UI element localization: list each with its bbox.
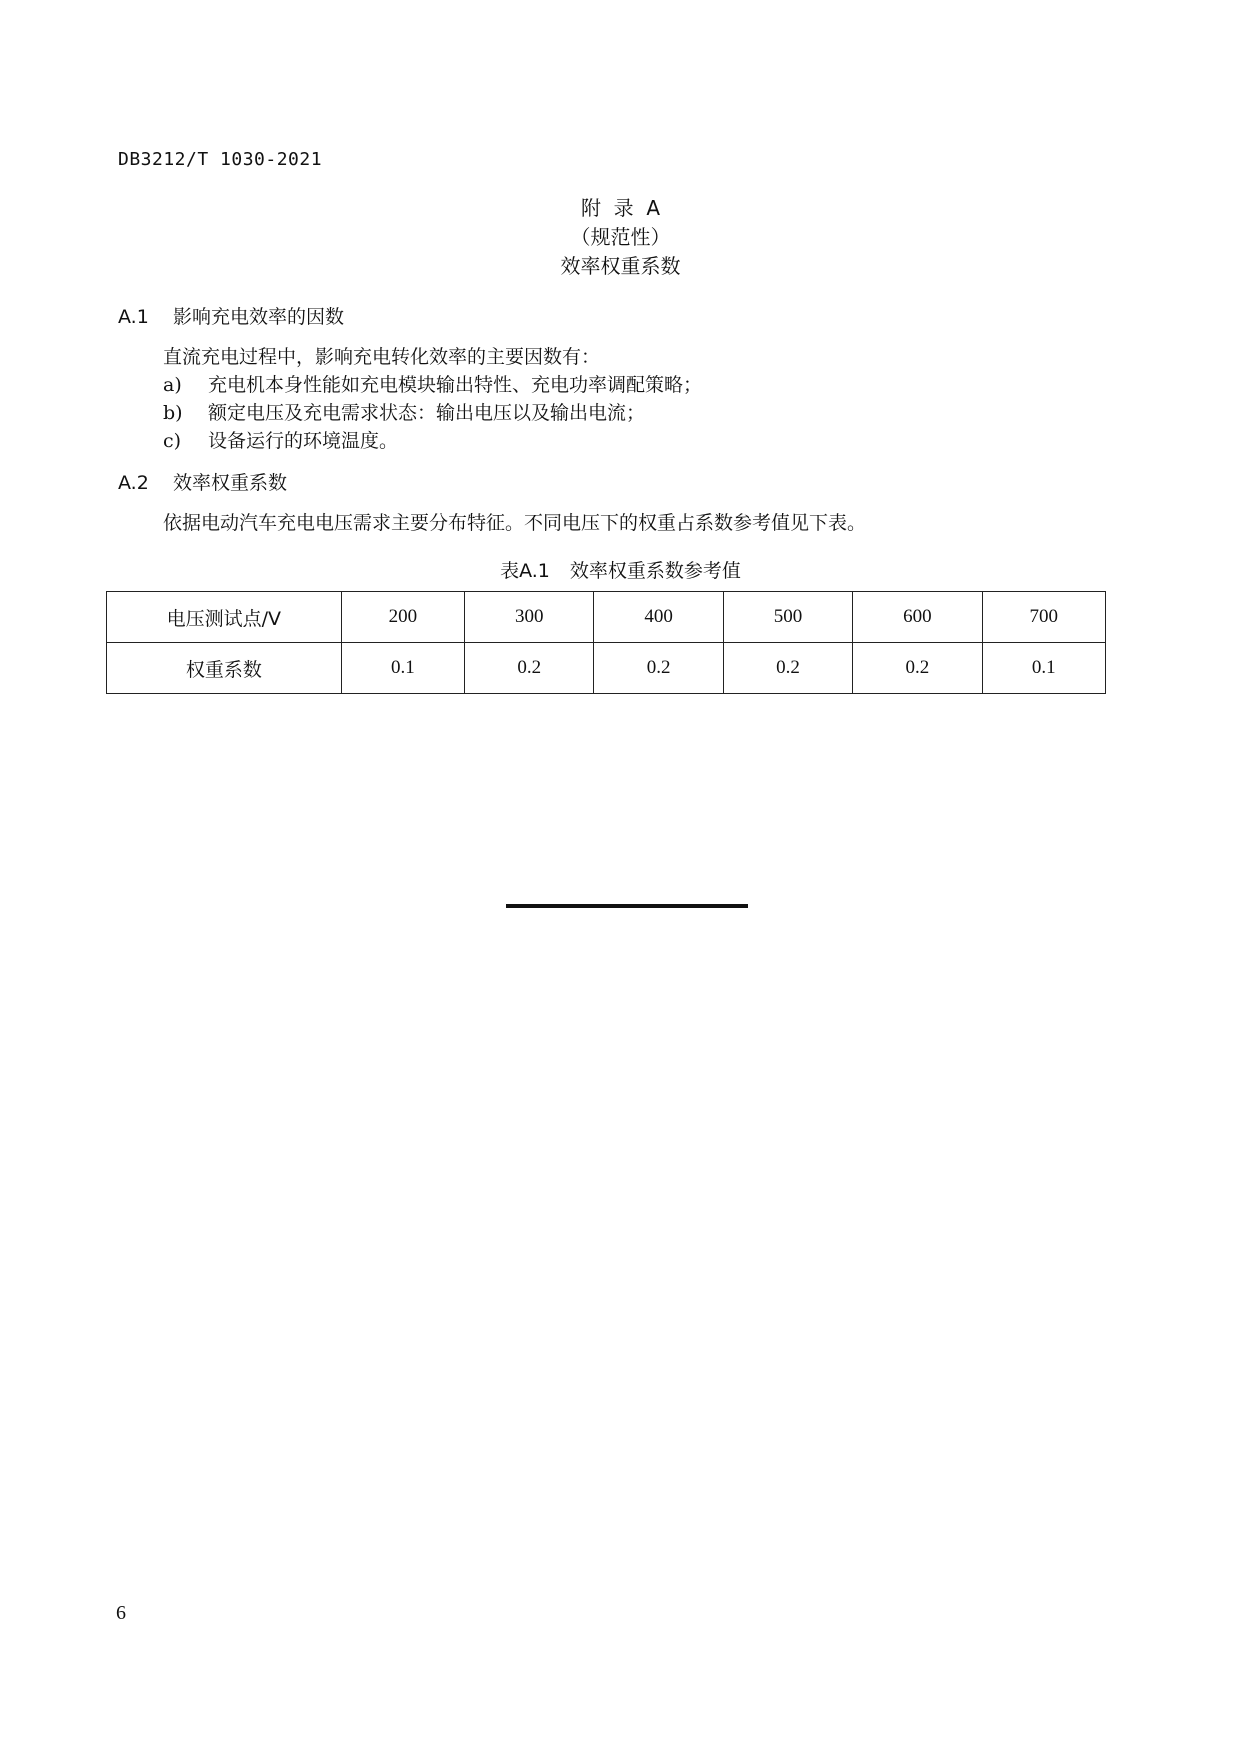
table-row <box>107 643 1106 694</box>
voltage-header-cell: 电压测试点/V <box>107 592 342 643</box>
list-item-marker: c) <box>163 430 182 452</box>
table-caption-title: 效率权重系数参考值 <box>569 560 741 582</box>
appendix-title: 附 录 A <box>580 196 661 220</box>
voltage-cell: 700 <box>982 592 1105 643</box>
section-a1-number: A.1 <box>118 306 149 328</box>
weight-cell: 0.2 <box>723 643 852 694</box>
end-of-document-rule <box>506 904 748 908</box>
section-a2-body: 依据电动汽车充电电压需求主要分布特征。不同电压下的权重占系数参考值见下表。 <box>163 512 867 534</box>
document-id: DB3212/T 1030-2021 <box>118 149 323 170</box>
weight-cell: 0.2 <box>594 643 723 694</box>
weight-cell: 0.1 <box>341 643 464 694</box>
weight-cell: 0.2 <box>853 643 982 694</box>
voltage-cell: 400 <box>594 592 723 643</box>
voltage-cell: 500 <box>723 592 852 643</box>
list-item-text: 设备运行的环境温度。 <box>208 430 399 452</box>
list-item-marker: b) <box>163 402 183 424</box>
list-item-text: 充电机本身性能如充电模块输出特性、充电功率调配策略； <box>208 374 703 396</box>
weight-coefficient-table <box>106 591 1106 694</box>
voltage-cell: 600 <box>853 592 982 643</box>
page-number: 6 <box>116 1602 126 1624</box>
list-item <box>163 426 398 453</box>
section-a1-title: 影响充电效率的因数 <box>173 306 345 328</box>
section-a2-heading <box>118 468 287 495</box>
voltage-cell: 200 <box>341 592 464 643</box>
list-item-text: 额定电压及充电需求状态：输出电压以及输出电流； <box>208 402 646 424</box>
section-a2-title: 效率权重系数 <box>173 472 288 494</box>
weight-header-cell: 权重系数 <box>107 643 342 694</box>
table-caption <box>0 556 1241 583</box>
list-item <box>163 398 645 425</box>
list-item-marker: a) <box>163 374 182 396</box>
voltage-cell: 300 <box>465 592 594 643</box>
list-item <box>163 370 702 397</box>
table-row <box>107 592 1106 643</box>
section-a2-number: A.2 <box>118 472 149 494</box>
appendix-nature: （规范性） <box>570 225 671 249</box>
section-a1-heading <box>118 302 344 329</box>
section-a1-intro: 直流充电过程中，影响充电转化效率的主要因数有： <box>163 346 601 368</box>
weight-cell: 0.2 <box>465 643 594 694</box>
weight-cell: 0.1 <box>982 643 1105 694</box>
appendix-subject: 效率权重系数 <box>560 254 681 278</box>
table-caption-number: 表A.1 <box>500 560 550 582</box>
